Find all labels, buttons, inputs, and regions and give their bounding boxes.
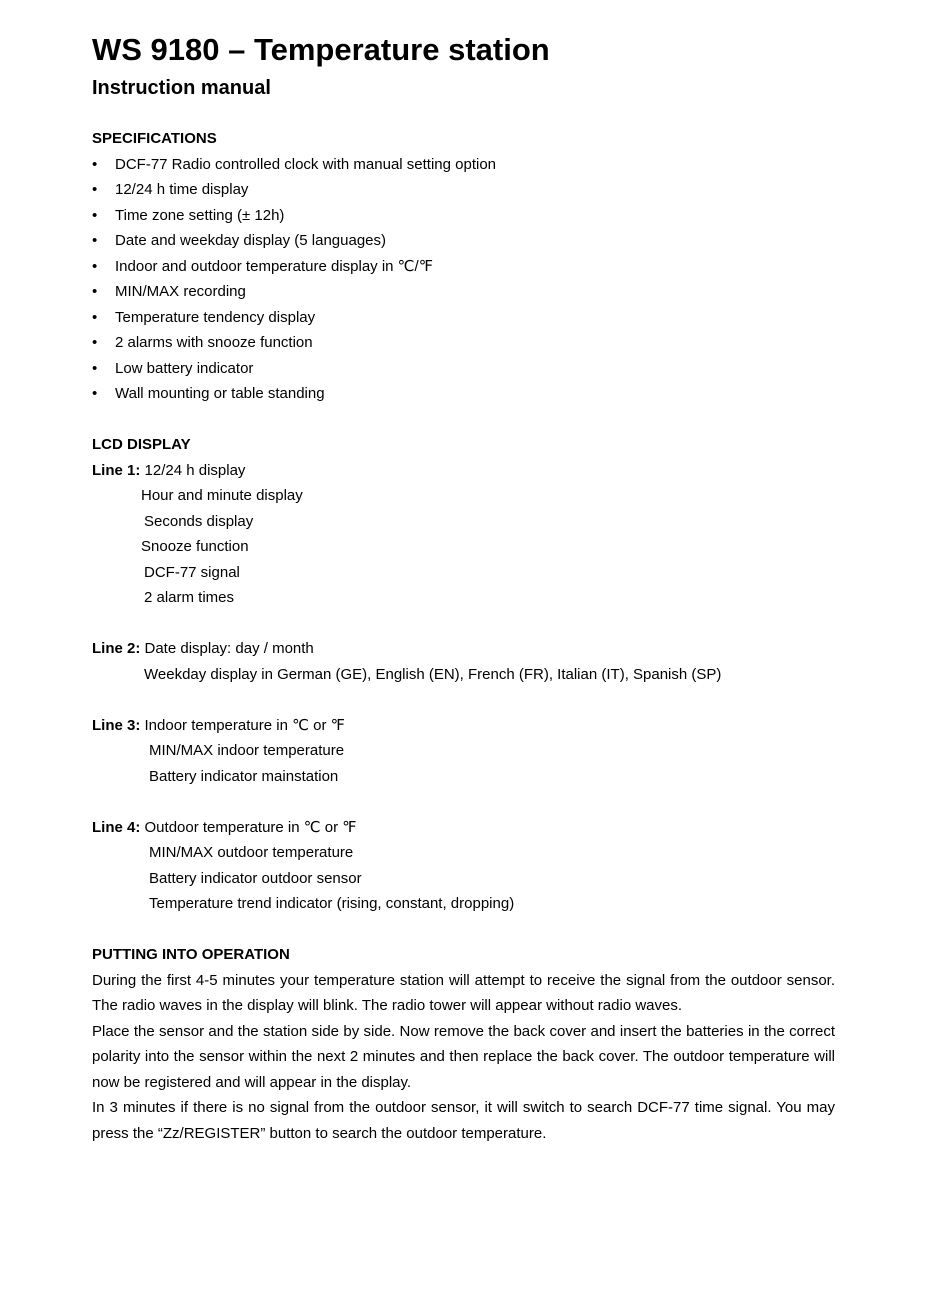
list-item (92, 330, 835, 356)
list-item (92, 254, 835, 280)
list-item-text: Time zone setting (± 12h) (115, 206, 285, 224)
bullet-icon: • (92, 155, 98, 173)
operation-paragraph: Place the sensor and the station side by side. Now remove the back cover and insert the batteries in the correct polarity into the sensor within the next 2 minutes and then replace the back cover. The outdoor temperature will now be registered and will appear in the display. (92, 1022, 835, 1091)
line-3-first: Indoor temperature in ℃ or ℉ (140, 716, 345, 734)
operation-paragraph: During the first 4-5 minutes your temperature station will attempt to receive the signal from the outdoor sensor. The radio waves in the display will blink. The radio tower will appear without radio waves. (92, 971, 835, 1014)
bullet-icon: • (92, 334, 98, 351)
line-1-row: Seconds display (144, 512, 254, 530)
line-1-row: Hour and minute display (141, 487, 303, 504)
line-2-first: Date display: day / month (140, 640, 314, 657)
lcd-line-3 (92, 713, 835, 790)
line-1-row: DCF-77 signal (144, 563, 240, 581)
line-4-row: Battery indicator outdoor sensor (149, 869, 362, 887)
line-2-label: Line 2: (92, 640, 141, 657)
bullet-icon: • (92, 232, 98, 249)
line-4-first: Outdoor temperature in ℃ or ℉ (140, 818, 357, 836)
line-4-label: Line 4: (92, 818, 141, 836)
line-3-row: MIN/MAX indoor temperature (149, 742, 345, 759)
bullet-icon: • (92, 385, 98, 402)
line-1-row: Snooze function (141, 538, 249, 555)
list-item (92, 152, 835, 178)
list-item-text: 12/24 h time display (115, 181, 249, 198)
page-title: WS 9180 – Temperature station (92, 32, 550, 67)
list-item (92, 381, 835, 407)
operation-heading: PUTTING INTO OPERATION (92, 946, 290, 963)
line-3-row: Battery indicator mainstation (149, 767, 339, 785)
line-1-first: 12/24 h display (140, 461, 246, 479)
line-2-row: Weekday display in German (GE), English (EN), French (FR), Italian (IT), Spanish (SP) (144, 665, 722, 683)
operation-paragraph: In 3 minutes if there is no signal from the outdoor sensor, it will switch to search DCF-77 time signal. You may press the “Zz/REGISTER” button to search the outdoor temperature. (92, 1099, 835, 1142)
bullet-icon: • (92, 206, 98, 224)
list-item (92, 356, 835, 382)
lcd-line-1 (92, 458, 835, 611)
list-item (92, 177, 835, 203)
list-item (92, 305, 835, 331)
list-item-text: Indoor and outdoor temperature display in ℃/℉ (115, 257, 433, 275)
bullet-icon: • (92, 181, 98, 198)
bullet-icon: • (92, 308, 98, 326)
specifications-list (92, 152, 835, 407)
list-item (92, 228, 835, 254)
lcd-display-heading: LCD DISPLAY (92, 436, 191, 453)
list-item-text: Low battery indicator (115, 359, 254, 377)
bullet-icon: • (92, 283, 98, 300)
manual-page (92, 30, 835, 1146)
bullet-icon: • (92, 257, 98, 275)
list-item (92, 203, 835, 229)
line-4-row: Temperature trend indicator (rising, constant, dropping) (149, 895, 515, 912)
lcd-line-2 (92, 636, 835, 687)
list-item (92, 279, 835, 305)
list-item-text: Temperature tendency display (115, 308, 316, 326)
list-item-text: Wall mounting or table standing (115, 385, 325, 402)
page-subtitle: Instruction manual (92, 77, 271, 99)
bullet-icon: • (92, 359, 98, 377)
list-item-text: DCF-77 Radio controlled clock with manual setting option (115, 155, 497, 173)
list-item-text: MIN/MAX recording (115, 283, 246, 300)
line-3-label: Line 3: (92, 716, 141, 734)
lcd-line-4 (92, 815, 835, 917)
list-item-text: Date and weekday display (5 languages) (115, 232, 387, 249)
line-1-label: Line 1: (92, 461, 141, 479)
line-4-row: MIN/MAX outdoor temperature (149, 844, 354, 861)
line-1-row: 2 alarm times (144, 589, 235, 606)
specifications-heading: SPECIFICATIONS (92, 130, 217, 147)
list-item-text: 2 alarms with snooze function (115, 334, 313, 351)
